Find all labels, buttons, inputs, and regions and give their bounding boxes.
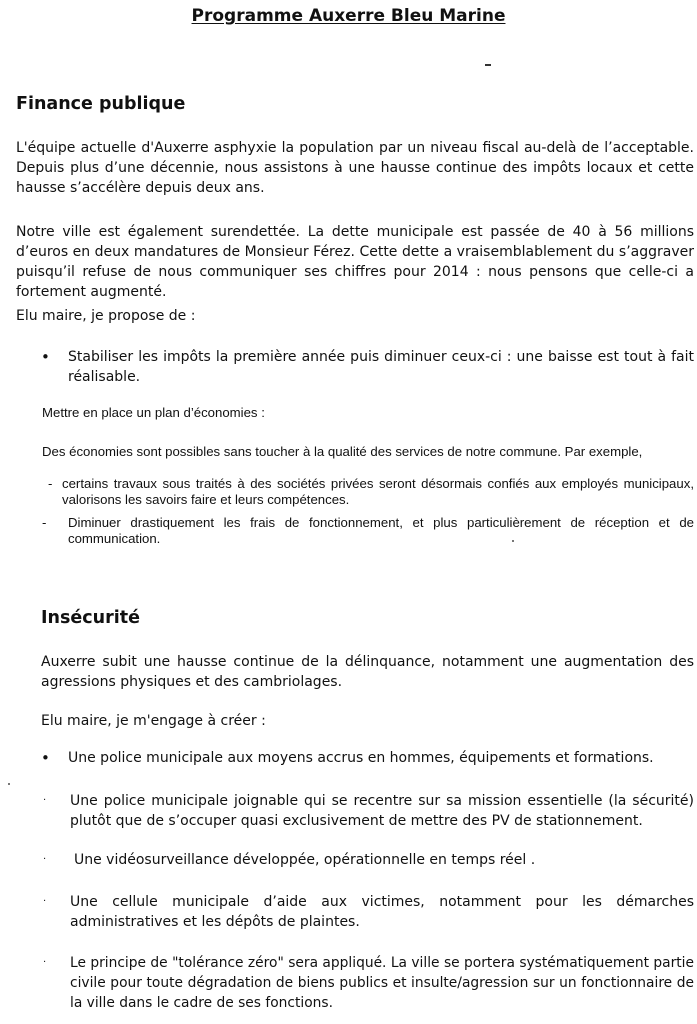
finance-bullet-text: Stabiliser les impôts la première année puis diminuer ceux-ci : une baisse est tout à fait réalisable.	[68, 349, 694, 385]
finance-paragraph-2: Notre ville est également surendettée. La dette municipale est passée de 40 à 56 millions d’euros en deux mandatures de Monsieur Férez. Cette dette a vraisemblablement du s’aggraver puisqu’il refuse de nous communiquer ses chiffres pour 2014 : nous pensons que celle-ci a fortement augmenté.	[16, 224, 694, 300]
insecurite-list-item	[41, 850, 694, 870]
insecurite-paragraph: Auxerre subit une hausse continue de la délinquance, notamment une augmentation des agressions physiques et des cambriolages.	[41, 654, 694, 690]
section-heading-insecurite: Insécurité	[41, 608, 140, 628]
bullet-marker: ·	[43, 957, 47, 968]
section-heading-finance: Finance publique	[16, 94, 186, 114]
insecurite-list-item	[41, 892, 694, 932]
economies-dash-text: Diminuer drastiquement les frais de fonctionnement, et plus particulièrement de réception et de communication.	[68, 515, 694, 546]
insecurite-list-item	[41, 748, 694, 768]
bullet-marker: ·	[43, 795, 47, 806]
dash-marker: -	[42, 515, 47, 530]
bullet-marker: ·	[43, 896, 47, 907]
insecurite-item-text: Une cellule municipale d’aide aux victimes, notamment pour les démarches administratives et les dépôts de plaintes.	[70, 894, 694, 930]
scan-mark	[485, 64, 491, 66]
finance-paragraph-1: L'équipe actuelle d'Auxerre asphyxie la population par un niveau fiscal au-delà de l’acceptable. Depuis plus d’une décennie, nous assistons à une hausse continue des impôts locaux et cette hausse s’accélère depuis deux ans.	[16, 140, 694, 196]
dash-marker: -	[48, 476, 53, 491]
finance-intro: Elu maire, je propose de :	[16, 308, 196, 324]
page-title: Programme Auxerre Bleu Marine	[191, 6, 506, 26]
insecurite-item-text: Une police municipale aux moyens accrus en hommes, équipements et formations.	[68, 750, 654, 766]
insecurite-item-text: Le principe de "tolérance zéro" sera appliqué. La ville se portera systématiquement partie civile pour toute dégradation de biens publics et insulte/agression sur un fonctionnaire de la ville dans le cadre de ses fonctions.	[70, 955, 694, 1011]
insecurite-list-item	[41, 791, 694, 831]
economies-intro: Des économies sont possibles sans toucher à la qualité des services de notre commune. Par exemple,	[42, 444, 643, 459]
insecurite-list-item	[41, 953, 694, 1013]
finance-bullet	[41, 347, 694, 387]
bullet-marker: ·	[43, 854, 47, 865]
economies-dash-item	[48, 476, 694, 507]
plan-heading: Mettre en place un plan d’économies :	[42, 405, 265, 420]
insecurite-item-text: Une police municipale joignable qui se recentre sur sa mission essentielle (la sécurité) plutôt que de s’occuper quasi exclusivement de mettre des PV de stationnement.	[70, 793, 694, 829]
insecurite-item-text: Une vidéosurveillance développée, opérationnelle en temps réel .	[74, 852, 536, 868]
scan-speck	[8, 783, 10, 785]
economies-dash-item	[42, 515, 694, 546]
bullet-marker: •	[41, 348, 50, 366]
economies-dash-text: certains travaux sous traités à des sociétés privées seront désormais confiés aux employés municipaux, valorisons les savoirs faire et leurs compétences.	[62, 476, 694, 507]
bullet-marker: •	[41, 749, 50, 767]
insecurite-intro: Elu maire, je m'engage à créer :	[41, 713, 266, 729]
scan-speck	[512, 540, 514, 542]
